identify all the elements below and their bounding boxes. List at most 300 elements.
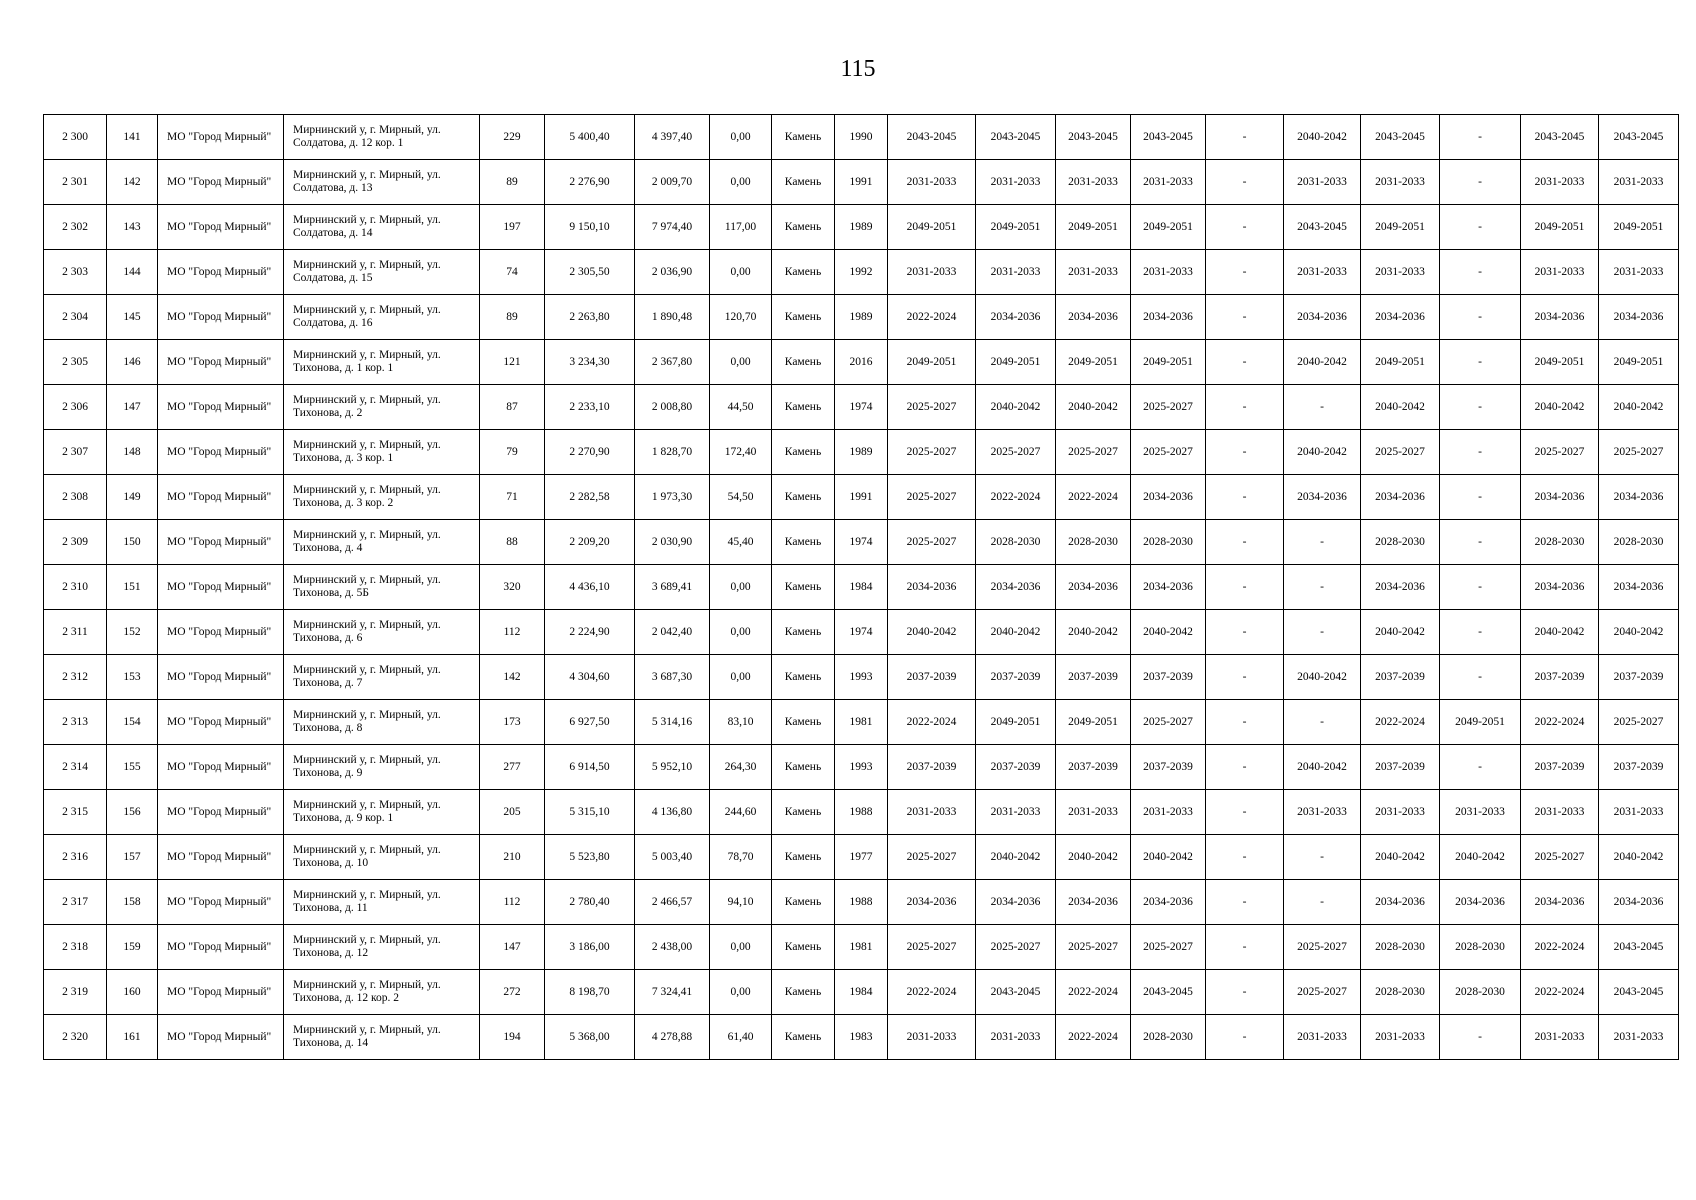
cell-repair-period-4: 2031-2033 <box>1131 160 1206 205</box>
cell-repair-period-9: 2028-2030 <box>1521 520 1599 565</box>
cell-year-built: 1974 <box>835 385 888 430</box>
cell-repair-period-9: 2040-2042 <box>1521 385 1599 430</box>
cell-repair-period-1: 2022-2024 <box>888 295 976 340</box>
cell-repair-period-1: 2049-2051 <box>888 205 976 250</box>
housing-registry-table <box>43 114 1679 1060</box>
cell-repair-period-8: 2028-2030 <box>1440 970 1521 1015</box>
cell-repair-period-8: - <box>1440 250 1521 295</box>
cell-repair-period-7: 2028-2030 <box>1361 925 1440 970</box>
cell-repair-period-9: 2025-2027 <box>1521 430 1599 475</box>
cell-repair-period-3: 2034-2036 <box>1056 295 1131 340</box>
cell-repair-period-2: 2049-2051 <box>976 340 1056 385</box>
cell-repair-period-8: - <box>1440 1015 1521 1060</box>
cell-living-area: 2 466,57 <box>635 880 710 925</box>
cell-building-number: 145 <box>107 295 158 340</box>
cell-row-number: 2 300 <box>44 115 107 160</box>
cell-repair-period-10: 2028-2030 <box>1599 520 1679 565</box>
cell-repair-period-10: 2040-2042 <box>1599 385 1679 430</box>
cell-building-number: 148 <box>107 430 158 475</box>
table-row <box>44 745 1679 790</box>
cell-repair-period-8: - <box>1440 610 1521 655</box>
cell-year-built: 1981 <box>835 700 888 745</box>
cell-year-built: 1992 <box>835 250 888 295</box>
cell-wall-material: Камень <box>772 205 835 250</box>
cell-repair-period-4: 2034-2036 <box>1131 565 1206 610</box>
cell-row-number: 2 318 <box>44 925 107 970</box>
cell-residents-count: 272 <box>480 970 545 1015</box>
cell-wall-material: Камень <box>772 745 835 790</box>
cell-repair-period-4: 2031-2033 <box>1131 790 1206 835</box>
cell-repair-period-9: 2037-2039 <box>1521 655 1599 700</box>
cell-total-area: 3 234,30 <box>545 340 635 385</box>
cell-building-number: 144 <box>107 250 158 295</box>
cell-repair-period-8: 2028-2030 <box>1440 925 1521 970</box>
cell-non-residential-area: 44,50 <box>710 385 772 430</box>
cell-row-number: 2 301 <box>44 160 107 205</box>
cell-address: Мирнинский у, г. Мирный, ул. Солдатова, д. 16 <box>284 295 480 340</box>
cell-total-area: 5 400,40 <box>545 115 635 160</box>
cell-wall-material: Камень <box>772 655 835 700</box>
cell-address: Мирнинский у, г. Мирный, ул. Тихонова, д. 12 кор. 2 <box>284 970 480 1015</box>
cell-address: Мирнинский у, г. Мирный, ул. Тихонова, д. 3 кор. 1 <box>284 430 480 475</box>
cell-repair-period-10: 2034-2036 <box>1599 295 1679 340</box>
cell-building-number: 150 <box>107 520 158 565</box>
cell-wall-material: Камень <box>772 115 835 160</box>
cell-total-area: 2 276,90 <box>545 160 635 205</box>
cell-repair-period-10: 2034-2036 <box>1599 565 1679 610</box>
cell-non-residential-area: 117,00 <box>710 205 772 250</box>
cell-repair-period-9: 2022-2024 <box>1521 925 1599 970</box>
cell-residents-count: 112 <box>480 610 545 655</box>
cell-living-area: 2 008,80 <box>635 385 710 430</box>
cell-repair-period-6: 2040-2042 <box>1284 745 1361 790</box>
cell-total-area: 3 186,00 <box>545 925 635 970</box>
table-row <box>44 250 1679 295</box>
cell-municipality: МО "Город Мирный" <box>158 880 284 925</box>
cell-repair-period-1: 2025-2027 <box>888 835 976 880</box>
cell-repair-period-4: 2040-2042 <box>1131 610 1206 655</box>
cell-non-residential-area: 0,00 <box>710 565 772 610</box>
cell-year-built: 1989 <box>835 430 888 475</box>
cell-total-area: 2 305,50 <box>545 250 635 295</box>
cell-repair-period-7: 2037-2039 <box>1361 655 1440 700</box>
cell-repair-period-4: 2037-2039 <box>1131 745 1206 790</box>
cell-repair-period-8: - <box>1440 520 1521 565</box>
cell-municipality: МО "Город Мирный" <box>158 835 284 880</box>
cell-row-number: 2 308 <box>44 475 107 520</box>
table-row <box>44 205 1679 250</box>
table-row <box>44 520 1679 565</box>
cell-repair-period-6: 2040-2042 <box>1284 655 1361 700</box>
cell-year-built: 1993 <box>835 745 888 790</box>
cell-municipality: МО "Город Мирный" <box>158 520 284 565</box>
cell-building-number: 155 <box>107 745 158 790</box>
page-number: 115 <box>840 56 876 82</box>
cell-municipality: МО "Город Мирный" <box>158 295 284 340</box>
cell-building-number: 161 <box>107 1015 158 1060</box>
cell-repair-period-2: 2031-2033 <box>976 160 1056 205</box>
cell-repair-period-7: 2049-2051 <box>1361 340 1440 385</box>
cell-total-area: 6 914,50 <box>545 745 635 790</box>
cell-living-area: 2 030,90 <box>635 520 710 565</box>
cell-repair-period-2: 2025-2027 <box>976 430 1056 475</box>
cell-repair-period-9: 2031-2033 <box>1521 160 1599 205</box>
table-row <box>44 1015 1679 1060</box>
cell-non-residential-area: 0,00 <box>710 250 772 295</box>
cell-repair-period-10: 2040-2042 <box>1599 835 1679 880</box>
cell-residents-count: 89 <box>480 295 545 340</box>
cell-repair-period-5: - <box>1206 340 1284 385</box>
cell-living-area: 5 952,10 <box>635 745 710 790</box>
cell-repair-period-1: 2025-2027 <box>888 520 976 565</box>
cell-repair-period-8: - <box>1440 430 1521 475</box>
cell-year-built: 1988 <box>835 790 888 835</box>
cell-repair-period-9: 2049-2051 <box>1521 340 1599 385</box>
cell-row-number: 2 306 <box>44 385 107 430</box>
cell-repair-period-8: - <box>1440 115 1521 160</box>
cell-repair-period-10: 2040-2042 <box>1599 610 1679 655</box>
cell-repair-period-2: 2031-2033 <box>976 1015 1056 1060</box>
cell-repair-period-7: 2037-2039 <box>1361 745 1440 790</box>
cell-repair-period-10: 2031-2033 <box>1599 160 1679 205</box>
cell-repair-period-3: 2022-2024 <box>1056 475 1131 520</box>
cell-living-area: 1 828,70 <box>635 430 710 475</box>
cell-repair-period-7: 2040-2042 <box>1361 835 1440 880</box>
table-row <box>44 610 1679 655</box>
cell-repair-period-4: 2034-2036 <box>1131 880 1206 925</box>
cell-row-number: 2 315 <box>44 790 107 835</box>
cell-repair-period-9: 2034-2036 <box>1521 565 1599 610</box>
cell-row-number: 2 312 <box>44 655 107 700</box>
cell-repair-period-3: 2022-2024 <box>1056 1015 1131 1060</box>
cell-non-residential-area: 78,70 <box>710 835 772 880</box>
cell-repair-period-1: 2022-2024 <box>888 970 976 1015</box>
cell-repair-period-1: 2034-2036 <box>888 565 976 610</box>
cell-building-number: 153 <box>107 655 158 700</box>
cell-repair-period-4: 2028-2030 <box>1131 520 1206 565</box>
cell-repair-period-10: 2043-2045 <box>1599 925 1679 970</box>
cell-repair-period-2: 2049-2051 <box>976 700 1056 745</box>
cell-municipality: МО "Город Мирный" <box>158 925 284 970</box>
cell-address: Мирнинский у, г. Мирный, ул. Тихонова, д. 7 <box>284 655 480 700</box>
cell-repair-period-3: 2049-2051 <box>1056 205 1131 250</box>
cell-repair-period-2: 2040-2042 <box>976 610 1056 655</box>
cell-repair-period-9: 2031-2033 <box>1521 250 1599 295</box>
cell-repair-period-8: - <box>1440 655 1521 700</box>
cell-repair-period-7: 2022-2024 <box>1361 700 1440 745</box>
cell-address: Мирнинский у, г. Мирный, ул. Тихонова, д. 5Б <box>284 565 480 610</box>
cell-total-area: 2 270,90 <box>545 430 635 475</box>
cell-non-residential-area: 0,00 <box>710 160 772 205</box>
cell-repair-period-7: 2025-2027 <box>1361 430 1440 475</box>
cell-residents-count: 121 <box>480 340 545 385</box>
cell-repair-period-3: 2022-2024 <box>1056 970 1131 1015</box>
cell-row-number: 2 314 <box>44 745 107 790</box>
cell-repair-period-7: 2031-2033 <box>1361 790 1440 835</box>
cell-repair-period-10: 2049-2051 <box>1599 340 1679 385</box>
cell-repair-period-4: 2034-2036 <box>1131 295 1206 340</box>
cell-repair-period-7: 2049-2051 <box>1361 205 1440 250</box>
table-row <box>44 655 1679 700</box>
cell-repair-period-3: 2043-2045 <box>1056 115 1131 160</box>
cell-repair-period-5: - <box>1206 835 1284 880</box>
cell-wall-material: Камень <box>772 565 835 610</box>
table-row <box>44 475 1679 520</box>
cell-repair-period-10: 2031-2033 <box>1599 1015 1679 1060</box>
cell-total-area: 8 198,70 <box>545 970 635 1015</box>
cell-repair-period-7: 2040-2042 <box>1361 385 1440 430</box>
cell-repair-period-5: - <box>1206 160 1284 205</box>
cell-building-number: 159 <box>107 925 158 970</box>
cell-repair-period-5: - <box>1206 295 1284 340</box>
cell-living-area: 2 042,40 <box>635 610 710 655</box>
cell-address: Мирнинский у, г. Мирный, ул. Тихонова, д. 9 кор. 1 <box>284 790 480 835</box>
table-row <box>44 925 1679 970</box>
cell-repair-period-1: 2031-2033 <box>888 250 976 295</box>
cell-municipality: МО "Город Мирный" <box>158 160 284 205</box>
cell-repair-period-8: - <box>1440 160 1521 205</box>
cell-repair-period-5: - <box>1206 610 1284 655</box>
cell-municipality: МО "Город Мирный" <box>158 385 284 430</box>
cell-building-number: 158 <box>107 880 158 925</box>
cell-repair-period-1: 2037-2039 <box>888 655 976 700</box>
cell-repair-period-10: 2049-2051 <box>1599 205 1679 250</box>
cell-repair-period-6: 2040-2042 <box>1284 115 1361 160</box>
cell-repair-period-1: 2025-2027 <box>888 475 976 520</box>
cell-wall-material: Камень <box>772 880 835 925</box>
cell-municipality: МО "Город Мирный" <box>158 610 284 655</box>
cell-row-number: 2 319 <box>44 970 107 1015</box>
cell-building-number: 142 <box>107 160 158 205</box>
cell-residents-count: 89 <box>480 160 545 205</box>
cell-repair-period-3: 2034-2036 <box>1056 565 1131 610</box>
cell-repair-period-6: 2040-2042 <box>1284 340 1361 385</box>
cell-repair-period-4: 2037-2039 <box>1131 655 1206 700</box>
cell-repair-period-10: 2031-2033 <box>1599 790 1679 835</box>
cell-repair-period-8: - <box>1440 295 1521 340</box>
cell-living-area: 2 036,90 <box>635 250 710 295</box>
cell-row-number: 2 320 <box>44 1015 107 1060</box>
cell-wall-material: Камень <box>772 430 835 475</box>
cell-repair-period-4: 2031-2033 <box>1131 250 1206 295</box>
cell-address: Мирнинский у, г. Мирный, ул. Солдатова, д. 13 <box>284 160 480 205</box>
cell-year-built: 1981 <box>835 925 888 970</box>
cell-year-built: 1991 <box>835 475 888 520</box>
cell-repair-period-2: 2043-2045 <box>976 970 1056 1015</box>
cell-residents-count: 173 <box>480 700 545 745</box>
cell-residents-count: 277 <box>480 745 545 790</box>
cell-non-residential-area: 0,00 <box>710 970 772 1015</box>
cell-repair-period-1: 2043-2045 <box>888 115 976 160</box>
cell-repair-period-6: - <box>1284 565 1361 610</box>
cell-total-area: 9 150,10 <box>545 205 635 250</box>
cell-address: Мирнинский у, г. Мирный, ул. Тихонова, д. 8 <box>284 700 480 745</box>
cell-repair-period-9: 2034-2036 <box>1521 880 1599 925</box>
cell-repair-period-3: 2040-2042 <box>1056 385 1131 430</box>
cell-wall-material: Камень <box>772 520 835 565</box>
cell-wall-material: Камень <box>772 340 835 385</box>
cell-year-built: 1983 <box>835 1015 888 1060</box>
table-body <box>44 115 1679 1060</box>
cell-building-number: 152 <box>107 610 158 655</box>
cell-residents-count: 210 <box>480 835 545 880</box>
cell-living-area: 7 324,41 <box>635 970 710 1015</box>
cell-repair-period-5: - <box>1206 565 1284 610</box>
cell-repair-period-2: 2043-2045 <box>976 115 1056 160</box>
cell-year-built: 1974 <box>835 610 888 655</box>
cell-repair-period-7: 2031-2033 <box>1361 250 1440 295</box>
cell-total-area: 5 523,80 <box>545 835 635 880</box>
cell-repair-period-1: 2049-2051 <box>888 340 976 385</box>
table-row <box>44 430 1679 475</box>
cell-repair-period-10: 2034-2036 <box>1599 475 1679 520</box>
cell-row-number: 2 303 <box>44 250 107 295</box>
cell-wall-material: Камень <box>772 925 835 970</box>
cell-repair-period-4: 2028-2030 <box>1131 1015 1206 1060</box>
table-row <box>44 160 1679 205</box>
cell-address: Мирнинский у, г. Мирный, ул. Тихонова, д. 12 <box>284 925 480 970</box>
cell-living-area: 4 136,80 <box>635 790 710 835</box>
cell-building-number: 141 <box>107 115 158 160</box>
cell-living-area: 4 397,40 <box>635 115 710 160</box>
cell-repair-period-6: - <box>1284 610 1361 655</box>
cell-repair-period-9: 2043-2045 <box>1521 115 1599 160</box>
cell-municipality: МО "Город Мирный" <box>158 700 284 745</box>
cell-total-area: 5 315,10 <box>545 790 635 835</box>
cell-repair-period-5: - <box>1206 1015 1284 1060</box>
cell-municipality: МО "Город Мирный" <box>158 475 284 520</box>
cell-municipality: МО "Город Мирный" <box>158 790 284 835</box>
table-row <box>44 115 1679 160</box>
cell-repair-period-5: - <box>1206 700 1284 745</box>
table-row <box>44 880 1679 925</box>
cell-living-area: 2 367,80 <box>635 340 710 385</box>
cell-municipality: МО "Город Мирный" <box>158 340 284 385</box>
cell-repair-period-2: 2040-2042 <box>976 385 1056 430</box>
cell-living-area: 1 890,48 <box>635 295 710 340</box>
cell-repair-period-2: 2037-2039 <box>976 745 1056 790</box>
cell-municipality: МО "Город Мирный" <box>158 1015 284 1060</box>
table-row <box>44 385 1679 430</box>
cell-wall-material: Камень <box>772 1015 835 1060</box>
cell-repair-period-1: 2040-2042 <box>888 610 976 655</box>
cell-repair-period-6: 2031-2033 <box>1284 250 1361 295</box>
cell-building-number: 154 <box>107 700 158 745</box>
cell-repair-period-5: - <box>1206 970 1284 1015</box>
cell-repair-period-1: 2022-2024 <box>888 700 976 745</box>
cell-repair-period-1: 2031-2033 <box>888 790 976 835</box>
cell-living-area: 3 689,41 <box>635 565 710 610</box>
cell-year-built: 1990 <box>835 115 888 160</box>
cell-repair-period-5: - <box>1206 115 1284 160</box>
cell-repair-period-1: 2037-2039 <box>888 745 976 790</box>
cell-living-area: 7 974,40 <box>635 205 710 250</box>
cell-building-number: 157 <box>107 835 158 880</box>
table-row <box>44 565 1679 610</box>
cell-address: Мирнинский у, г. Мирный, ул. Тихонова, д. 14 <box>284 1015 480 1060</box>
cell-repair-period-5: - <box>1206 655 1284 700</box>
cell-repair-period-2: 2037-2039 <box>976 655 1056 700</box>
cell-repair-period-9: 2049-2051 <box>1521 205 1599 250</box>
cell-residents-count: 88 <box>480 520 545 565</box>
cell-residents-count: 229 <box>480 115 545 160</box>
cell-repair-period-3: 2034-2036 <box>1056 880 1131 925</box>
cell-residents-count: 112 <box>480 880 545 925</box>
cell-repair-period-6: - <box>1284 700 1361 745</box>
cell-repair-period-8: 2049-2051 <box>1440 700 1521 745</box>
cell-repair-period-5: - <box>1206 790 1284 835</box>
cell-repair-period-10: 2037-2039 <box>1599 655 1679 700</box>
cell-address: Мирнинский у, г. Мирный, ул. Тихонова, д. 4 <box>284 520 480 565</box>
cell-repair-period-5: - <box>1206 385 1284 430</box>
cell-municipality: МО "Город Мирный" <box>158 745 284 790</box>
cell-address: Мирнинский у, г. Мирный, ул. Тихонова, д. 1 кор. 1 <box>284 340 480 385</box>
cell-living-area: 5 314,16 <box>635 700 710 745</box>
cell-repair-period-7: 2034-2036 <box>1361 565 1440 610</box>
cell-repair-period-7: 2034-2036 <box>1361 880 1440 925</box>
cell-repair-period-7: 2028-2030 <box>1361 520 1440 565</box>
cell-year-built: 1991 <box>835 160 888 205</box>
cell-repair-period-9: 2022-2024 <box>1521 700 1599 745</box>
cell-repair-period-4: 2049-2051 <box>1131 340 1206 385</box>
cell-row-number: 2 316 <box>44 835 107 880</box>
cell-residents-count: 142 <box>480 655 545 700</box>
cell-repair-period-2: 2031-2033 <box>976 250 1056 295</box>
cell-repair-period-5: - <box>1206 250 1284 295</box>
cell-repair-period-3: 2049-2051 <box>1056 700 1131 745</box>
cell-municipality: МО "Город Мирный" <box>158 205 284 250</box>
cell-repair-period-6: 2031-2033 <box>1284 1015 1361 1060</box>
cell-wall-material: Камень <box>772 700 835 745</box>
cell-non-residential-area: 0,00 <box>710 340 772 385</box>
cell-repair-period-7: 2034-2036 <box>1361 475 1440 520</box>
cell-repair-period-6: 2034-2036 <box>1284 295 1361 340</box>
cell-row-number: 2 305 <box>44 340 107 385</box>
cell-repair-period-10: 2034-2036 <box>1599 880 1679 925</box>
cell-repair-period-6: 2025-2027 <box>1284 925 1361 970</box>
cell-repair-period-3: 2031-2033 <box>1056 790 1131 835</box>
cell-wall-material: Камень <box>772 295 835 340</box>
cell-repair-period-5: - <box>1206 430 1284 475</box>
cell-repair-period-4: 2040-2042 <box>1131 835 1206 880</box>
cell-non-residential-area: 61,40 <box>710 1015 772 1060</box>
cell-repair-period-2: 2034-2036 <box>976 295 1056 340</box>
cell-repair-period-1: 2025-2027 <box>888 925 976 970</box>
cell-repair-period-6: 2043-2045 <box>1284 205 1361 250</box>
cell-municipality: МО "Город Мирный" <box>158 430 284 475</box>
cell-total-area: 2 233,10 <box>545 385 635 430</box>
cell-non-residential-area: 172,40 <box>710 430 772 475</box>
cell-repair-period-9: 2040-2042 <box>1521 610 1599 655</box>
cell-repair-period-7: 2028-2030 <box>1361 970 1440 1015</box>
cell-row-number: 2 313 <box>44 700 107 745</box>
cell-repair-period-9: 2034-2036 <box>1521 295 1599 340</box>
cell-year-built: 1989 <box>835 295 888 340</box>
cell-repair-period-9: 2025-2027 <box>1521 835 1599 880</box>
cell-row-number: 2 304 <box>44 295 107 340</box>
cell-repair-period-4: 2043-2045 <box>1131 970 1206 1015</box>
cell-repair-period-2: 2028-2030 <box>976 520 1056 565</box>
cell-municipality: МО "Город Мирный" <box>158 565 284 610</box>
cell-non-residential-area: 45,40 <box>710 520 772 565</box>
cell-non-residential-area: 94,10 <box>710 880 772 925</box>
cell-non-residential-area: 0,00 <box>710 115 772 160</box>
cell-non-residential-area: 54,50 <box>710 475 772 520</box>
cell-repair-period-10: 2043-2045 <box>1599 970 1679 1015</box>
cell-total-area: 4 304,60 <box>545 655 635 700</box>
cell-residents-count: 205 <box>480 790 545 835</box>
cell-repair-period-6: 2031-2033 <box>1284 160 1361 205</box>
